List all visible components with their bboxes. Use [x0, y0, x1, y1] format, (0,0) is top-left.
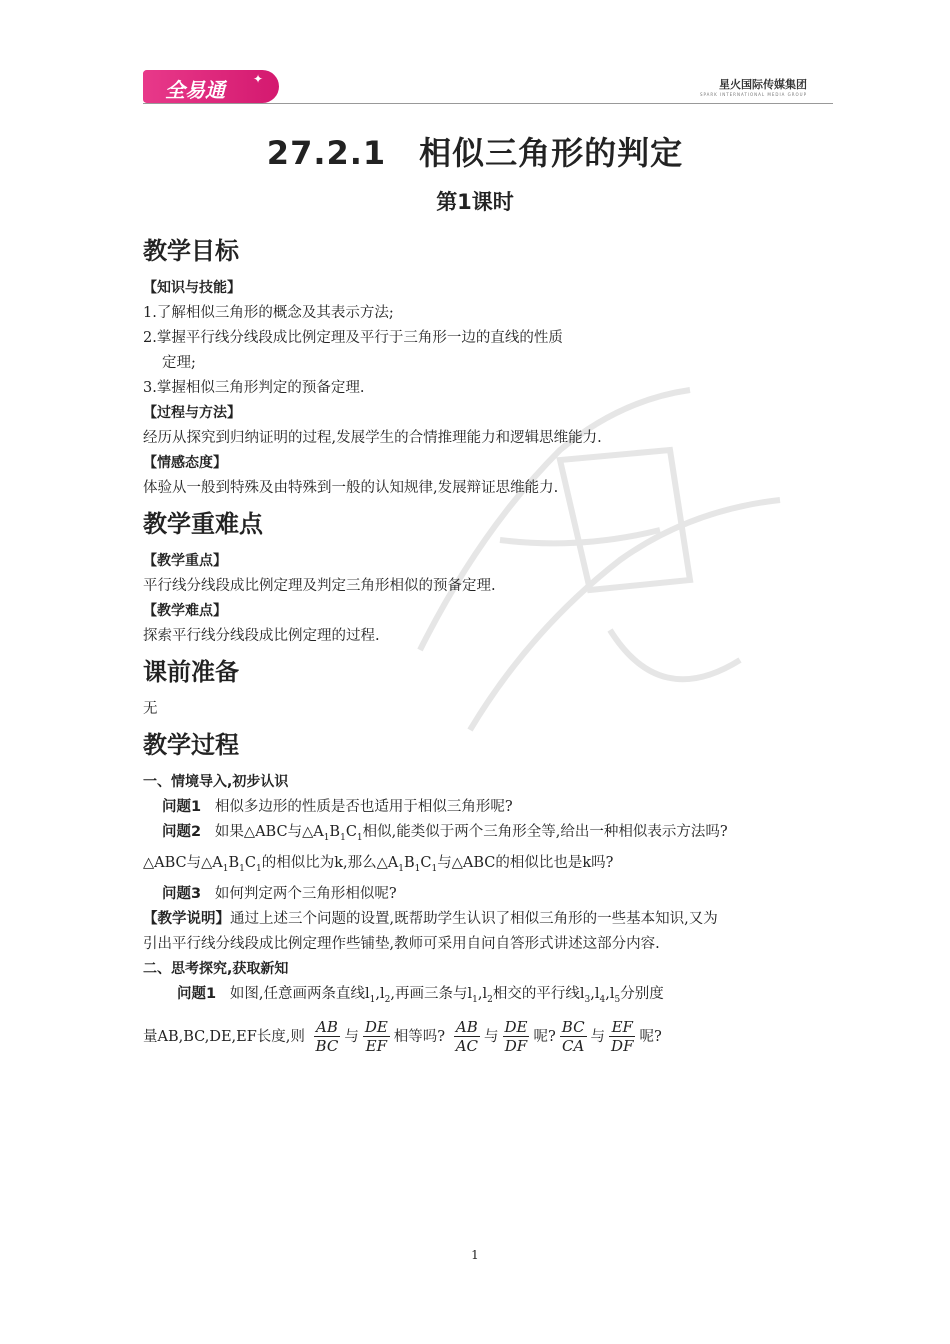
question-2-cont: △ABC与$\triangle A_1B_1C_1$的相似比为k,那么$\triangle A_1B_1C_1$与△ABC的相似比也是k吗? — [143, 854, 614, 874]
problem-1-text-b: ,l — [375, 985, 385, 1002]
emotion-tag: 【情感态度】 — [143, 455, 227, 471]
problem-1-text-c: ,再画三条与l — [390, 985, 473, 1002]
fraction-denominator: CA — [562, 1037, 585, 1056]
fraction-bc-ca — [560, 1018, 587, 1055]
question-2-line2-b: 的相似比为k,那么△A — [261, 854, 399, 871]
word-yu: 与 — [484, 1028, 499, 1045]
process-text: 经历从探究到归纳证明的过程,发展学生的合情推理能力和逻辑思维能力. — [143, 430, 602, 446]
fraction-ef-df — [609, 1018, 635, 1055]
problem-1-label: 问题1 — [177, 985, 217, 1002]
fraction-numerator: DE — [504, 1018, 528, 1037]
fraction-denominator: DF — [611, 1037, 634, 1056]
teaching-note-tag: 【教学说明】 — [143, 910, 230, 927]
problem-1-text-h: 分别度 — [620, 985, 664, 1002]
fraction-numerator: EF — [609, 1018, 635, 1037]
question-2-line2-c: 与△ABC的相似比也是k吗? — [437, 854, 614, 871]
fraction-ab-ac — [454, 1018, 480, 1055]
fraction-denominator: BC — [315, 1037, 339, 1056]
part2-title: 二、思考探究,获取新知 — [143, 960, 289, 977]
question-3 — [143, 882, 823, 907]
question-3-label: 问题3 — [162, 885, 202, 902]
teaching-note — [143, 907, 823, 932]
question-2-text-b: 相似,能类似于两个三角形全等,给出一种相似表示方法吗? — [362, 824, 728, 840]
header-divider — [143, 103, 833, 104]
company-name-cn: 星火国际传媒集团 — [719, 78, 807, 91]
process-tag: 【过程与方法】 — [143, 405, 241, 421]
problem-1-cont — [143, 1013, 823, 1061]
question-1-label: 问题1 — [162, 799, 202, 815]
fraction-numerator: BC — [561, 1018, 585, 1037]
question-2-label: 问题2 — [162, 824, 202, 840]
question-3-text: 如何判定两个三角形相似呢? — [214, 885, 397, 902]
key-text: 平行线分线段成比例定理及判定三角形相似的预备定理. — [143, 578, 496, 594]
prep-heading: 课前准备 — [143, 658, 239, 686]
fraction-ab-bc — [314, 1018, 341, 1055]
question-1 — [143, 795, 823, 820]
fraction-denominator: AC — [455, 1037, 478, 1056]
teaching-note-text-a: 通过上述三个问题的设置,既帮助学生认识了相似三角形的一些基本知识,又为 — [230, 910, 718, 927]
part1-title: 一、情境导入,初步认识 — [143, 774, 289, 790]
company-name-en: SPARK INTERNATIONAL MEDIA GROUP — [699, 92, 807, 97]
problem-1-text-e: 相交的平行线l — [492, 985, 585, 1002]
page-subtitle: 第1课时 — [436, 190, 514, 214]
goals-heading: 教学目标 — [143, 237, 239, 265]
brand-logo — [143, 70, 279, 103]
question-2-text-a: 如果△ABC与△A — [214, 824, 324, 840]
document-body — [143, 228, 823, 1061]
page-number: 1 — [471, 1248, 479, 1262]
fraction-denominator: DF — [504, 1037, 528, 1056]
fraction-numerator: AB — [314, 1018, 341, 1037]
knowledge-item-2-cont: 定理; — [162, 355, 196, 371]
problem-1-text-a: 如图,任意画两条直线l — [229, 985, 370, 1002]
word-ne: 呢? — [533, 1028, 556, 1045]
fraction-numerator: AB — [454, 1018, 480, 1037]
knowledge-item-1: 1.了解相似三角形的概念及其表示方法; — [143, 305, 394, 321]
page-title: 27.2.1 相似三角形的判定 — [266, 134, 684, 172]
knowledge-item-2: 2.掌握平行线分线段成比例定理及平行于三角形一边的直线的性质 — [143, 330, 563, 346]
company-name — [700, 76, 807, 97]
problem-1: 问题1 如图,任意画两条直线$l_1,l_2$,再画三条与$l_1,l_2$相交的平行线$l_3,l_4,l_5$分别度 — [177, 985, 664, 1005]
fraction-denominator: EF — [365, 1037, 387, 1056]
word-yu: 与 — [590, 1028, 606, 1045]
fraction-numerator: DE — [364, 1018, 388, 1037]
knowledge-tag: 【知识与技能】 — [143, 280, 241, 296]
fraction-de-df — [503, 1018, 530, 1055]
question-1-text: 相似多边形的性质是否也适用于相似三角形呢? — [214, 799, 513, 815]
problem-1-text-f: ,l — [590, 985, 600, 1002]
word-yu: 与 — [344, 1028, 359, 1045]
question-2: 问题2 如果△ABC与$\triangle A_1B_1C_1$相似,能类似于两个三角形全等,给出一种相似表示方法吗? — [162, 824, 728, 843]
problem-1-text-g: ,l — [605, 985, 615, 1002]
difficult-text: 探索平行线分线段成比例定理的过程. — [143, 628, 380, 644]
sparkle-icon: ✦ — [253, 72, 264, 86]
knowledge-item-3: 3.掌握相似三角形判定的预备定理. — [143, 380, 365, 396]
prep-text: 无 — [143, 701, 158, 717]
problem-1-line2-text: 量AB,BC,DE,EF长度,则 — [143, 1028, 305, 1045]
process-heading: 教学过程 — [143, 731, 239, 759]
word-ne: 呢? — [639, 1028, 662, 1045]
emotion-text: 体验从一般到特殊及由特殊到一般的认知规律,发展辩证思维能力. — [143, 480, 559, 496]
problem-1-text-d: ,l — [477, 985, 488, 1002]
brand-logo-text: 全易通 — [165, 78, 225, 102]
word-xiangdeng: 相等吗? — [393, 1028, 446, 1045]
keypoints-heading: 教学重难点 — [143, 510, 263, 538]
teaching-note-cont: 引出平行线分线段成比例定理作些铺垫,教师可采用自问自答形式讲述这部分内容. — [143, 935, 660, 952]
question-2-line2-a: △ABC与△A — [143, 854, 223, 871]
key-tag: 【教学重点】 — [143, 553, 227, 569]
difficult-tag: 【教学难点】 — [143, 603, 227, 619]
fraction-de-ef — [363, 1018, 390, 1055]
